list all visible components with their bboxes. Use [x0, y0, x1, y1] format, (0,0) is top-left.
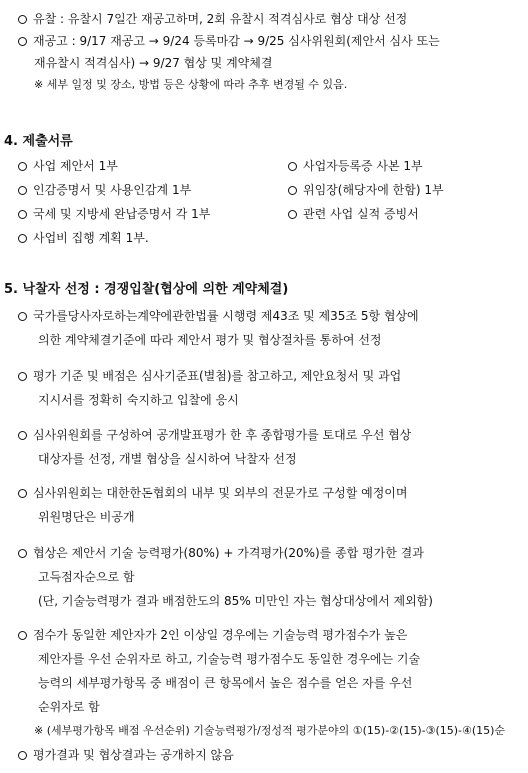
- criteria-text: 국가를당사자로하는계약에관한법률 시행령 제43조 및 제35조 5항 협상에: [33, 309, 419, 323]
- circle-bullet-icon: [18, 15, 27, 24]
- document-item: [18, 158, 118, 174]
- document-item: [18, 230, 149, 246]
- criteria-continuation: 대상자를 선정, 개별 협상을 실시하여 낙찰자 선정: [38, 452, 297, 466]
- criteria-continuation: (단, 기술능력평가 결과 배점한도의 85% 미만인 자는 협상대상에서 제외함): [38, 594, 433, 608]
- circle-bullet-icon: [18, 210, 27, 219]
- circle-bullet-icon: [18, 372, 27, 381]
- list-item: [18, 11, 407, 27]
- section-heading: 5. 낙찰자 선정 : 경쟁입찰(협상에 의한 계약체결): [4, 282, 289, 297]
- document-item-text: 사업비 집행 계획 1부.: [33, 231, 149, 245]
- document-item: [18, 182, 191, 198]
- criteria-continuation: 제안자를 우선 순위자로 하고, 기술능력 평가점수도 동일한 경우에는 기술: [38, 652, 421, 666]
- document-item-text: 사업 제안서 1부: [33, 159, 118, 173]
- document-item: [18, 206, 210, 222]
- document-item-text: 위임장(해당자에 한함) 1부: [303, 183, 444, 197]
- criteria-item: [18, 427, 411, 443]
- criteria-item: [18, 545, 424, 561]
- circle-bullet-icon: [18, 186, 27, 195]
- document-item-text: 사업자등록증 사본 1부: [303, 159, 423, 173]
- circle-bullet-icon: [18, 162, 27, 171]
- document-item-text: 인감증명서 및 사용인감계 1부: [33, 183, 192, 197]
- criteria-continuation: 위원명단은 비공개: [38, 510, 135, 524]
- criteria-text: 평가 기준 및 배점은 심사기준표(별첨)를 참고하고, 제안요청서 및 과업: [33, 369, 402, 383]
- list-item: [18, 33, 440, 49]
- criteria-item: [18, 747, 234, 763]
- circle-bullet-icon: [18, 489, 27, 498]
- section-heading: 4. 제출서류: [4, 134, 73, 149]
- criteria-continuation: 능력의 세부평가항목 중 배점이 큰 항목에서 높은 점수를 얻은 자를 우선: [38, 676, 413, 690]
- circle-bullet-icon: [18, 37, 27, 46]
- circle-bullet-icon: [288, 186, 297, 195]
- circle-bullet-icon: [18, 234, 27, 243]
- document-item-text: 국세 및 지방세 완납증명서 각 1부: [33, 207, 211, 221]
- priority-note: ※ (세부평가항목 배점 우선순위) 기술능력평가/정성적 평가분야의 ①(15)-②(15)-③(15)-④(15)순: [34, 724, 506, 737]
- criteria-continuation: 의한 계약체결기준에 따라 제안서 평가 및 협상절차를 통하여 선정: [38, 333, 382, 347]
- circle-bullet-icon: [18, 631, 27, 640]
- document-item: [288, 182, 444, 198]
- circle-bullet-icon: [288, 162, 297, 171]
- criteria-item: [18, 485, 407, 501]
- list-item-continuation: 재유찰시 적격심사) → 9/27 협상 및 계약체결: [34, 56, 273, 70]
- criteria-item: [18, 368, 401, 384]
- criteria-text: 점수가 동일한 제안자가 2인 이상일 경우에는 기술능력 평가점수가 높은: [33, 628, 408, 642]
- criteria-text: 심사위원회를 구성하여 공개발표평가 한 후 종합평가를 토대로 우선 협상: [33, 428, 412, 442]
- criteria-item: [18, 308, 419, 324]
- circle-bullet-icon: [18, 751, 27, 760]
- document-item-text: 관련 사업 실적 증빙서: [303, 207, 419, 221]
- criteria-continuation: 지시서를 정확히 숙지하고 입찰에 응시: [38, 393, 239, 407]
- criteria-text: 심사위원회는 대한한돈협회의 내부 및 외부의 전문가로 구성할 예정이며: [33, 486, 408, 500]
- list-item-text: 재공고 : 9/17 재공고 → 9/24 등록마감 → 9/25 심사위원회(제안서 심사 또는: [33, 34, 440, 48]
- schedule-note: ※ 세부 일정 및 장소, 방법 등은 상황에 따라 추후 변경될 수 있음.: [34, 78, 348, 91]
- document-item: [288, 158, 423, 174]
- list-item-text: 유찰 : 유찰시 7일간 재공고하며, 2회 유찰시 적격심사로 협상 대상 선정: [33, 12, 408, 26]
- circle-bullet-icon: [18, 549, 27, 558]
- criteria-continuation: 고득점자순으로 함: [38, 570, 135, 584]
- circle-bullet-icon: [18, 431, 27, 440]
- circle-bullet-icon: [18, 312, 27, 321]
- criteria-item: [18, 627, 407, 643]
- circle-bullet-icon: [288, 210, 297, 219]
- criteria-continuation: 순위자로 함: [38, 700, 100, 714]
- document-item: [288, 206, 419, 222]
- criteria-text: 협상은 제안서 기술 능력평가(80%) + 가격평가(20%)를 종합 평가한 결과: [33, 546, 424, 560]
- criteria-text: 평가결과 및 협상결과는 공개하지 않음: [33, 748, 234, 762]
